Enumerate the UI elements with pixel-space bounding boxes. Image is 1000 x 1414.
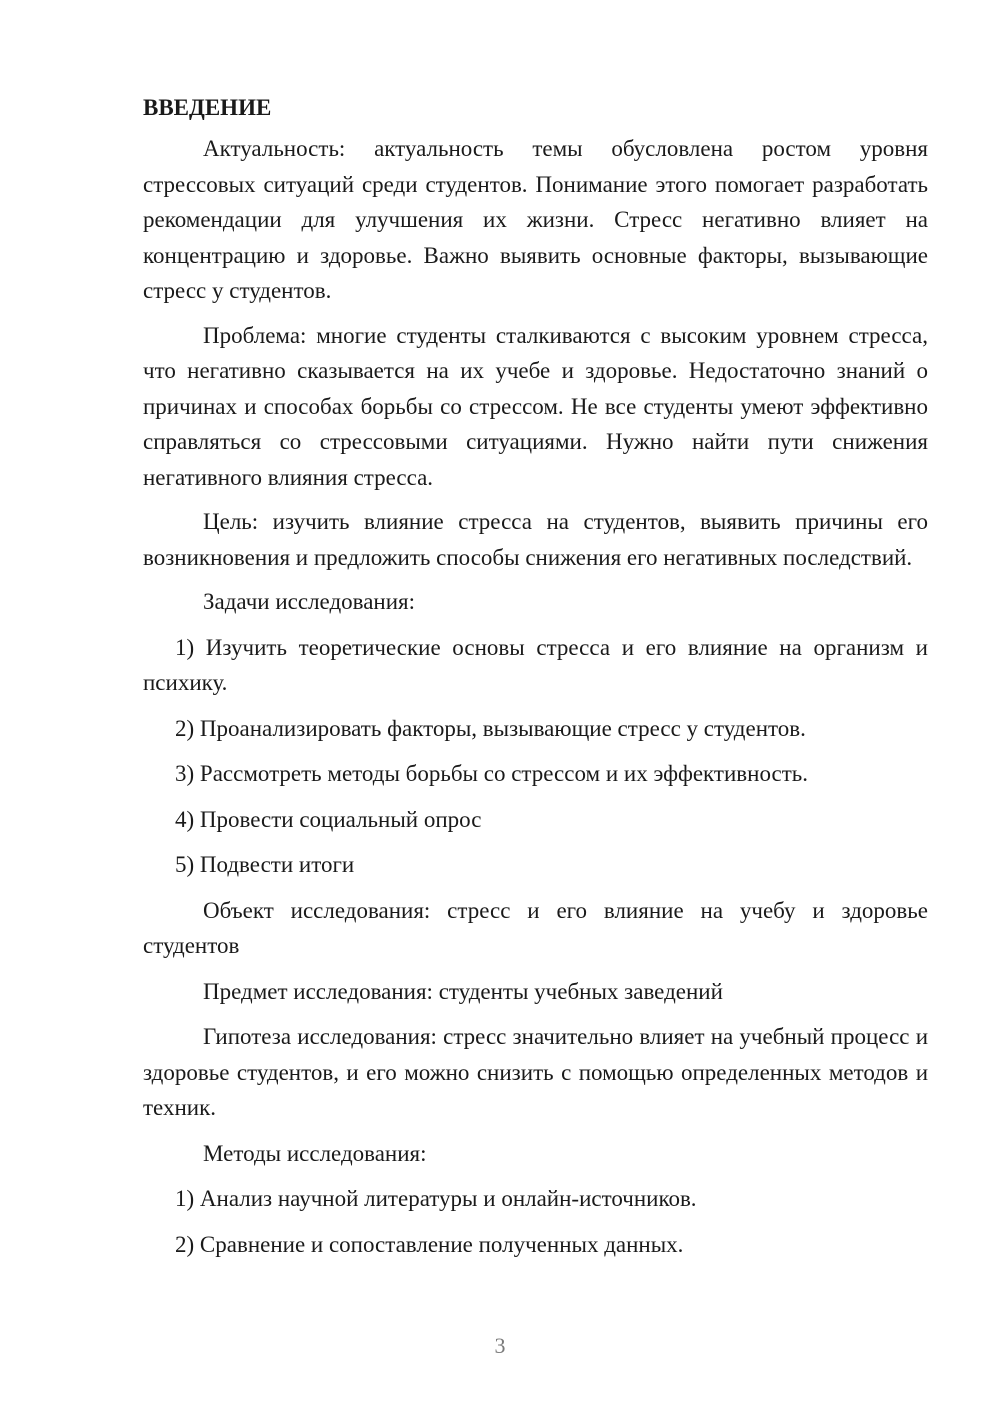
hypothesis-paragraph: Гипотеза исследования: стресс значительно влияет на учебный процесс и здоровье студентов, и его можно снизить с помощью определенных методов и техник. [143, 1024, 928, 1120]
task-item-5: 5) Подвести итоги [175, 852, 355, 877]
methods-title: Методы исследования: [203, 1140, 427, 1166]
task-item-4: 4) Провести социальный опрос [175, 806, 482, 832]
task-item-3: 3) Рассмотреть методы борьбы со стрессом и их эффективность. [175, 761, 809, 786]
document-page [143, 90, 928, 1262]
task-item-1: 1) Изучить теоретические основы стресса и его влияние на организм и психику. [143, 634, 928, 695]
method-item-1: 1) Анализ научной литературы и онлайн-источников. [175, 1186, 697, 1211]
problem-paragraph: Проблема: многие студенты сталкиваются с высоким уровнем стресса, что негативно сказывается на их учебе и здоровье. Недостаточно знаний о причинах и способах борьбы со стрессом. Не все студенты умеют эффективно справляться со стрессовыми ситуациями. Нужно найти пути снижения негативного влияния стресса. [143, 322, 928, 490]
method-item-2: 2) Сравнение и сопоставление полученных данных. [175, 1231, 684, 1257]
subject-paragraph: Предмет исследования: студенты учебных заведений [203, 978, 723, 1004]
task-item-2: 2) Проанализировать факторы, вызывающие стресс у студентов. [175, 715, 806, 741]
relevance-paragraph: Актуальность: актуальность темы обусловлена ростом уровня стрессовых ситуаций среди студентов. Понимание этого помогает разработать рекомендации для улучшения их жизни. Стресс негативно влияет на концентрацию и здоровье. Важно выявить основные факторы, вызывающие стресс у студентов. [143, 136, 928, 303]
object-paragraph: Объект исследования: стресс и его влияние на учебу и здоровье студентов [143, 897, 928, 958]
section-heading: ВВЕДЕНИЕ [143, 95, 272, 120]
tasks-title: Задачи исследования: [203, 589, 416, 614]
page-number: 3 [494, 1333, 506, 1358]
goal-paragraph: Цель: изучить влияние стресса на студентов, выявить причины его возникновения и предложить способы снижения его негативных последствий. [143, 509, 928, 570]
